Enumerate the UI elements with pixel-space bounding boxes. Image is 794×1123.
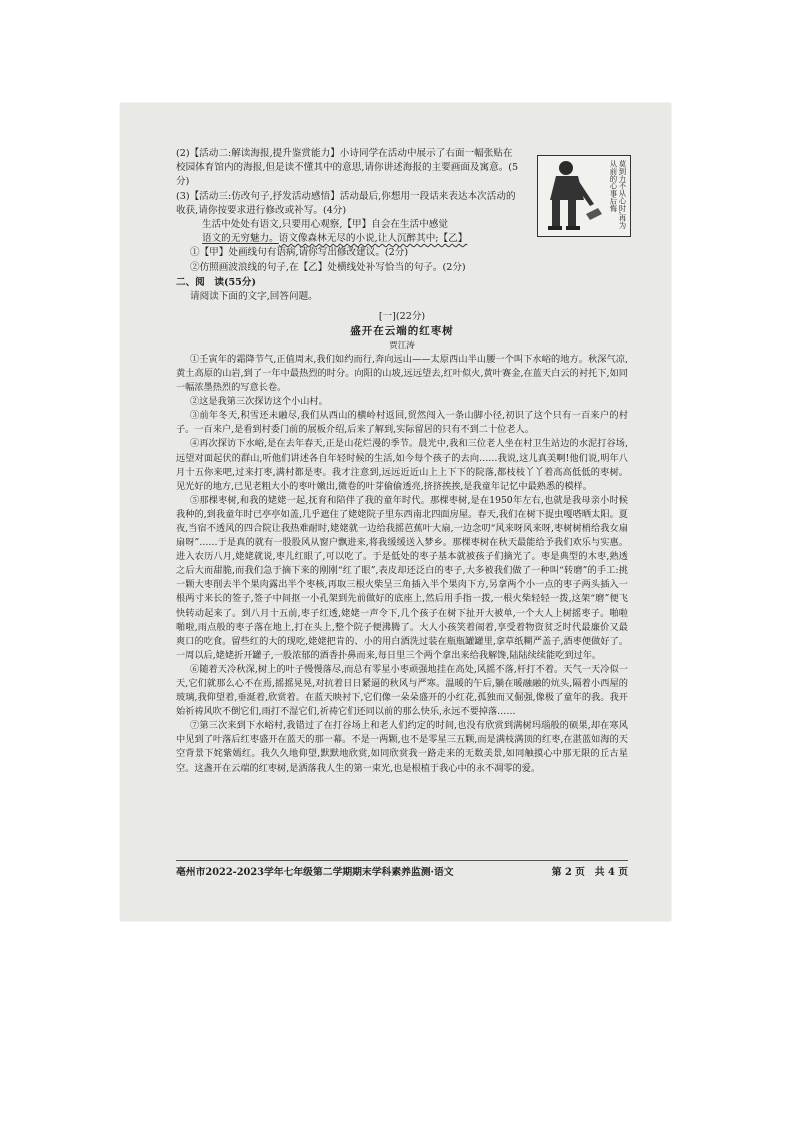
article-header — [176, 310, 628, 353]
footer-page-number: 第 2 页 共 4 页 — [551, 867, 628, 878]
passage-line-b: 语文的无穷魅力。 — [202, 233, 279, 245]
question-3 — [176, 190, 521, 218]
passage-line-c: 语文像森林无尽的小说,让人沉醉其中;【乙】 — [278, 233, 468, 245]
article-paragraph: ②这是我第三次探访这个小山村。 — [190, 396, 328, 408]
article-author: 贾江涛 — [389, 340, 415, 351]
poster-caption: 莫到力不从心时,再为从前的心事后悔 — [609, 160, 627, 229]
question-number: (2) — [176, 148, 190, 159]
question-tag: 【活动二:解读海报,提升鉴赏能力】 — [189, 148, 340, 159]
scanned-page — [120, 103, 671, 921]
question-number: (3) — [176, 190, 190, 202]
article-title: 盛开在云端的红枣树 — [350, 325, 454, 338]
article-paragraph: ⑥随着天冷秋深,树上的叶子慢慢落尽,而总有零星小枣顽强地挂在高处,风摇不落,杆打不着。天气一天冷似一天,它们就那么心不在焉,摇摇晃晃,对抗着日日紧逼的秋风与严寒。温暖的午后,躺在暖融融的炕头,隔着小西屋的玻璃,我仰望着,垂涎着,欣赏着。在蓝天映衬下,它们像一朵朵盛开的小红花,孤独而又倔强,像极了童年的我。我开始祈祷风吹不倒它们,雨打不湿它们,祈祷它们还同以前的那么快乐,永远不要掉落…… — [176, 663, 628, 718]
article-paragraph: ⑤那棵枣树,和我的姥姥一起,抚育和陪伴了我的童年时代。那棵枣树,是在1950年左右,也就是我母亲小时候我种的,到我童年时已亭亭如盖,几乎遮住了姥姥院子里东西南北四面房屋。春天,我们在树下捉虫嘎嗒晒太阳。夏夜,当宿不透风的四合院让我热难耐时,姥姥就一边给我摇芭蕉叶大扇,一边念叨“风来呀风来呀,枣树树梢给我女扇扇呀”……于是真的就有一股股风从窗户飘进来,将我缓缓送入梦乡。那棵枣树在秋天最能给予我们欢乐与实惠。进入农历八月,姥姥就说,枣儿红眼了,可以吃了。于是低处的枣子基本就被孩子们摘光了。枣是典型的木枣,熟透之后大而甜脆,而我们急于摘下来的刚刚“红了眼”,表皮却还泛白的枣子,大多被我们做了一种叫“转磨”的手工:挑一颗大枣削去半个果肉露出半个枣核,再取三根火柴呈三角插入半个果肉下方,另拿两个小一点的枣子两头插入一根两寸来长的签子,签子中间抠一小孔架到先前做好的底座上,然后用手指一拨,一根火柴轻轻一拨,这架“磨”便飞快转动起来了。到八月十五前,枣子红透,姥姥一声令下,几个孩子在树下扯开大被单,一个大人上树摇枣子。啪啦啪啦,雨点般的枣子落在地上,打在头上,整个院子便沸腾了。大人小孩笑着闹着,享受着物资贫乏时代最廉价又最爽口的吃食。留些红的大的现吃,姥姥把肯的、小的用白酒洗过装在瓶瓶罐罐里,拿草纸糊严盖子,酒枣便做好了。一周以后,姥姥折开罐子,一股浓郁的酒香扑鼻而来,每日里三个两个拿出来给我解馋,陆陆续续能吃到过年。 — [176, 494, 628, 661]
passage-line-a: 生活中处处有语文,只要用心观察,【甲】自会在生活中感觉 — [202, 219, 448, 231]
page-footer — [176, 860, 628, 878]
question-text: 活动最后,你想用一段话来表达本次活动的收获,请你按要求进行修改或补写。(4分) — [176, 190, 516, 216]
sub-question-1: ①【甲】处画线句有语病,请你写出修改建议。(2分) — [190, 247, 409, 259]
question-2 — [176, 147, 521, 190]
question-tag: 【活动三:仿改句子,抒发活动感悟】 — [189, 190, 340, 202]
page-content — [176, 147, 628, 776]
article-paragraph: ③前年冬天,积雪还未融尽,我们从西山的横岭村返回,贸然闯入一条山脚小径,初识了这个只有一百来户的村子。一百来户,是看到村委门前的展板介绍,后来了解到,实际留居的只有不到二十位老人。 — [176, 410, 628, 436]
question-text: 小诗同学在活动中展示了右面一幅张贴在校园体育馆内的海报,但是读不懂其中的意思,请你讲述海报的主要画面及寓意。(5分) — [176, 148, 519, 188]
article-paragraph: ④再次探访下水峪,是在去年春天,正是山花烂漫的季节。晨光中,我和三位老人坐在村卫生站边的水泥打谷场,远望对面起伏的群山,听他们讲述各自年轻时候的生活,如今每个孩子的去向……我说,这儿真美啊!他们说,明年八月十五你来吧,过来打枣,满村都是枣。我才注意到,远远近近山上上下下的院落,都枝枝丫丫着高高低低的枣树。见光好的地方,已见老粗大小的枣叶嫩出,微卷的叶芽偷偷透亮,挤挤挨挨,是我童年记忆中最熟悉的模样。 — [176, 438, 628, 492]
section-heading: 二、阅 读(55分) — [176, 276, 256, 288]
sub-question-2: ②仿照画波浪线的句子,在【乙】处横线处补写恰当的句子。(2分) — [190, 261, 466, 273]
article-paragraph: ①壬寅年的霜降节气,正值周末,我们如约而行,奔向远山——太原西山半山腰一个叫下水峪的地方。秋深气凉,黄土高原的山岩,到了一年中最热烈的时分。向阳的山坡,远远望去,红叶似火,黄叶赛金,在蓝天白云的衬托下,如同一幅浓墨热烈的写意长卷。 — [176, 353, 628, 394]
passage-quote — [176, 218, 628, 246]
section-instruction: 请阅读下面的文字,回答问题。 — [190, 291, 318, 303]
article-part: [一](22分) — [378, 311, 426, 323]
footer-exam-title: 亳州市2022-2023学年七年级第二学期期末学科素养监测·语文 — [176, 867, 454, 878]
article-paragraph: ⑦第三次来到下水峪村,我错过了在打谷场上和老人们约定的时间,也没有欣赏到满树玛瑙般的硕果,却在寒风中见到了叶落后红枣盛开在蓝天的那一幕。不是一两颗,也不是零星三五颗,而是满枝满顶的红枣,在湛蓝如海的天空背景下姹紫嫣红。我久久地仰望,默默地欣赏,如同欣赏我一路走来的无数美景,如同触摸心中那无限的丘古星空。这盏开在云端的红枣树,是洒落我人生的第一束光,也是根植于我心中的永不凋零的爱。 — [176, 720, 628, 774]
